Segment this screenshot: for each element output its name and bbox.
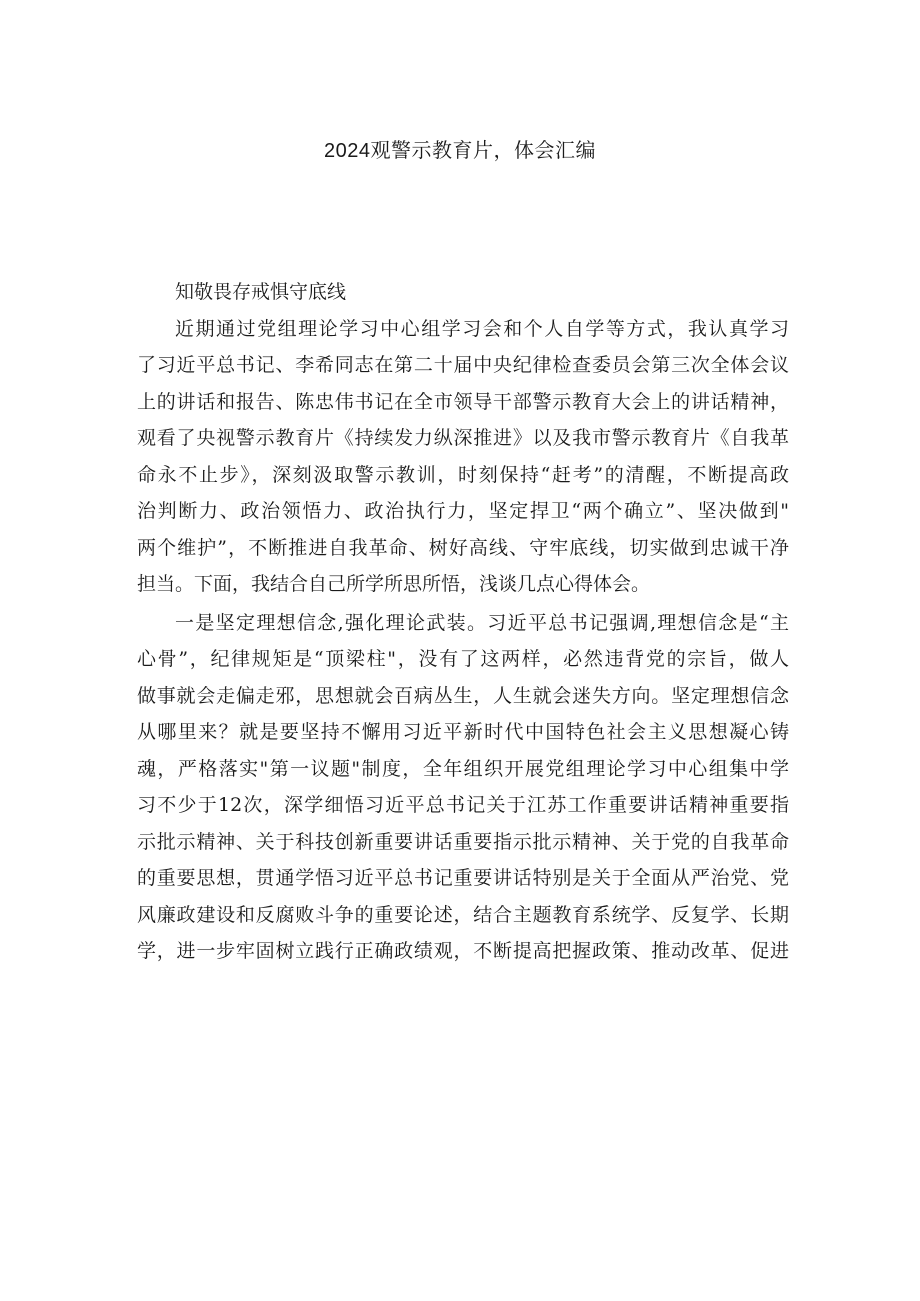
paragraph-line: 心骨”，纪律规矩是“顶梁柱"，没有了这两样，必然违背党的宗旨，做人 [137,648,789,670]
paragraph-line: 两个维护”，不断推进自我革命、树好高线、守牢底线，切实做到忠诚干净 [137,536,789,559]
paragraph [137,605,789,970]
paragraph-line: 了习近平总书记、李希同志在第二十届中央纪律检查委员会第三次全体会议 [137,354,789,376]
paragraph-line: 治判断力、政治领悟力、政治执行力，坚定捍卫“两个确立”、坚决做到" [137,500,789,522]
paragraph-line: 魂，严格落实"第一议题"制度，全年组织开展党组理论学习中心组集中学 [137,757,789,780]
paragraph-line: 学，进一步牢固树立践行正确政绩观，不断提高把握政策、推动改革、促进 [137,940,789,962]
document-title: 2024观警示教育片，体会汇编 [324,140,596,162]
paragraph-line: 一是坚定理想信念,强化理论武装。习近平总书记强调,理想信念是“主 [175,611,789,634]
paragraph-line: 示批示精神、关于科技创新重要讲话重要指示批示精神、关于党的自我革命 [137,830,789,853]
paragraph-line: 做事就会走偏走邪，思想就会百病丛生，人生就会迷失方向。坚定理想信念 [137,684,789,707]
paragraph-line: 上的讲话和报告、陈忠伟书记在全市领导干部警示教育大会上的讲话精神， [137,390,789,413]
paragraph [137,311,789,603]
paragraph-line: 观看了央视警示教育片《持续发力纵深推进》以及我市警示教育片《自我革 [137,427,789,449]
paragraph-line: 近期通过党组理论学习中心组学习会和个人自学等方式，我认真学习 [175,317,789,340]
paragraph-line: 的重要思想，贯通学悟习近平总书记重要讲话特别是关于全面从严治党、党 [137,867,789,889]
paragraph-line: 担当。下面，我结合自己所学所思所悟，浅谈几点心得体会。 [137,573,651,595]
paragraph-line: 习不少于12次，深学细悟习近平总书记关于江苏工作重要讲话精神重要指 [137,794,789,816]
paragraph-line: 风廉政建设和反腐败斗争的重要论述，结合主题教育系统学、反复学、长期 [137,903,789,926]
document-body [137,274,789,970]
section-subtitle: 知敬畏存戒惧守底线 [175,281,347,303]
paragraph-line: 从哪里来？就是要坚持不懈用习近平新时代中国特色社会主义思想凝心铸 [137,721,789,743]
paragraph-line: 命永不止步》，深刻汲取警示教训，时刻保持“赶考”的清醒，不断提高政 [137,463,789,486]
